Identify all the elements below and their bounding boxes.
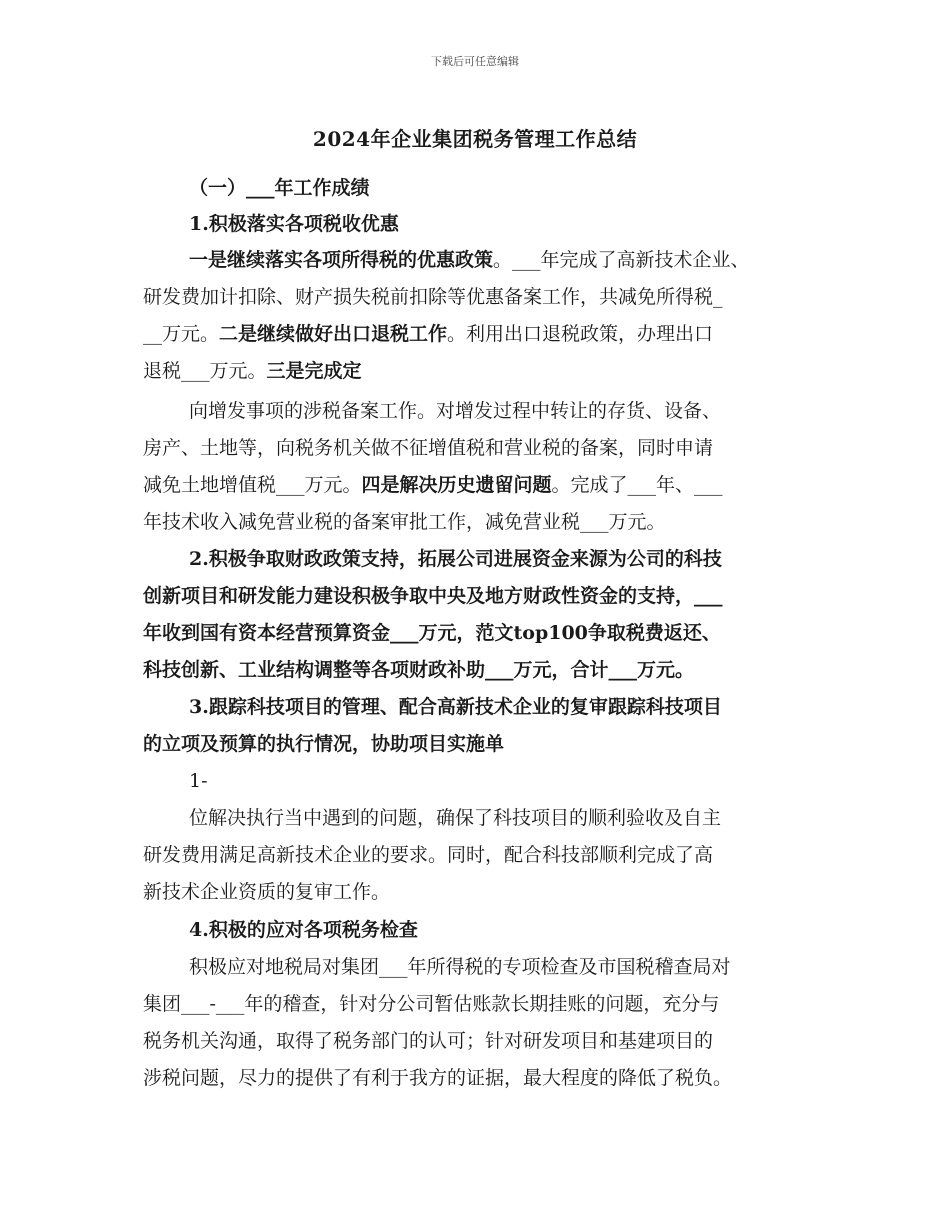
paragraph-line: 涉税问题，尽力的提供了有利于我方的证据，最大程度的降低了税负。 bbox=[143, 1067, 733, 1089]
text-run: 减免土地增值税___万元。 bbox=[143, 474, 362, 496]
bold-phrase: 三是完成定 bbox=[266, 360, 362, 382]
text-run: 。利用出口退税政策，办理出口 bbox=[447, 323, 714, 345]
subheading-2: 2.积极争取财政政策支持，拓展公司进展资金来源为公司的科技 bbox=[189, 548, 722, 570]
subheading-4: 4.积极的应对各项税务检查 bbox=[189, 919, 418, 941]
document-title: 2024年企业集团税务管理工作总结 bbox=[312, 127, 638, 151]
subheading-1: 1.积极落实各项税收优惠 bbox=[189, 213, 399, 235]
paragraph-line: 研发费加计扣除、财产损失税前扣除等优惠备案工作，共减免所得税_ bbox=[143, 286, 723, 308]
subheading-3: 3.跟踪科技项目的管理、配合高新技术企业的复审跟踪科技项目 bbox=[189, 696, 722, 718]
page-number: 1- bbox=[189, 770, 208, 792]
paragraph-line: 科技创新、工业结构调整等各项财政补助___万元，合计___万元。 bbox=[143, 659, 695, 681]
paragraph-line: 创新项目和研发能力建设积极争取中央及地方财政性资金的支持，___ bbox=[143, 585, 723, 607]
paragraph-line: 积极应对地税局对集团___年所得税的专项检查及市国税稽查局对 bbox=[189, 956, 731, 978]
text-run: 。完成了___年、___ bbox=[551, 474, 723, 496]
paragraph-line: 位解决执行当中遇到的问题，确保了科技项目的顺利验收及自主 bbox=[189, 807, 722, 829]
paragraph-line: 向增发事项的涉税备案工作。对增发过程中转让的存货、设备、 bbox=[189, 400, 722, 422]
paragraph-line bbox=[143, 467, 813, 503]
paragraph-line bbox=[143, 353, 813, 389]
bold-phrase: 四是解决历史遗留问题 bbox=[361, 474, 552, 496]
paragraph-line: 年收到国有资本经营预算资金___万元，范文top100争取税费返还、 bbox=[143, 622, 721, 644]
paragraph-line: 的立项及预算的执行情况，协助项目实施单 bbox=[143, 733, 505, 755]
paragraph-line: 集团___-___年的稽查，针对分公司暂估账款长期挂账的问题，充分与 bbox=[143, 993, 720, 1015]
header-note: 下载后可任意编辑 bbox=[431, 55, 519, 68]
text-run: 退税___万元。 bbox=[143, 360, 267, 382]
bold-phrase: 一是继续落实各项所得税的优惠政策 bbox=[189, 249, 494, 271]
paragraph-line: 年技术收入减免营业税的备案审批工作，减免营业税___万元。 bbox=[143, 511, 666, 533]
paragraph-line: 新技术企业资质的复审工作。 bbox=[143, 881, 391, 903]
text-run: 。___年完成了高新技术企业、 bbox=[493, 249, 750, 271]
paragraph-line bbox=[189, 242, 813, 278]
paragraph-line: 房产、土地等，向税务机关做不征增值税和营业税的备案，同时申请 bbox=[143, 437, 714, 459]
paragraph-line bbox=[143, 316, 813, 352]
text-run: __万元。 bbox=[143, 323, 220, 345]
paragraph-line: 研发费用满足高新技术企业的要求。同时，配合科技部顺利完成了高 bbox=[143, 844, 714, 866]
section-heading: （一）___年工作成绩 bbox=[189, 177, 370, 199]
bold-phrase: 二是继续做好出口退税工作 bbox=[219, 323, 448, 345]
paragraph-line: 税务机关沟通，取得了税务部门的认可；针对研发项目和基建项目的 bbox=[143, 1030, 714, 1052]
